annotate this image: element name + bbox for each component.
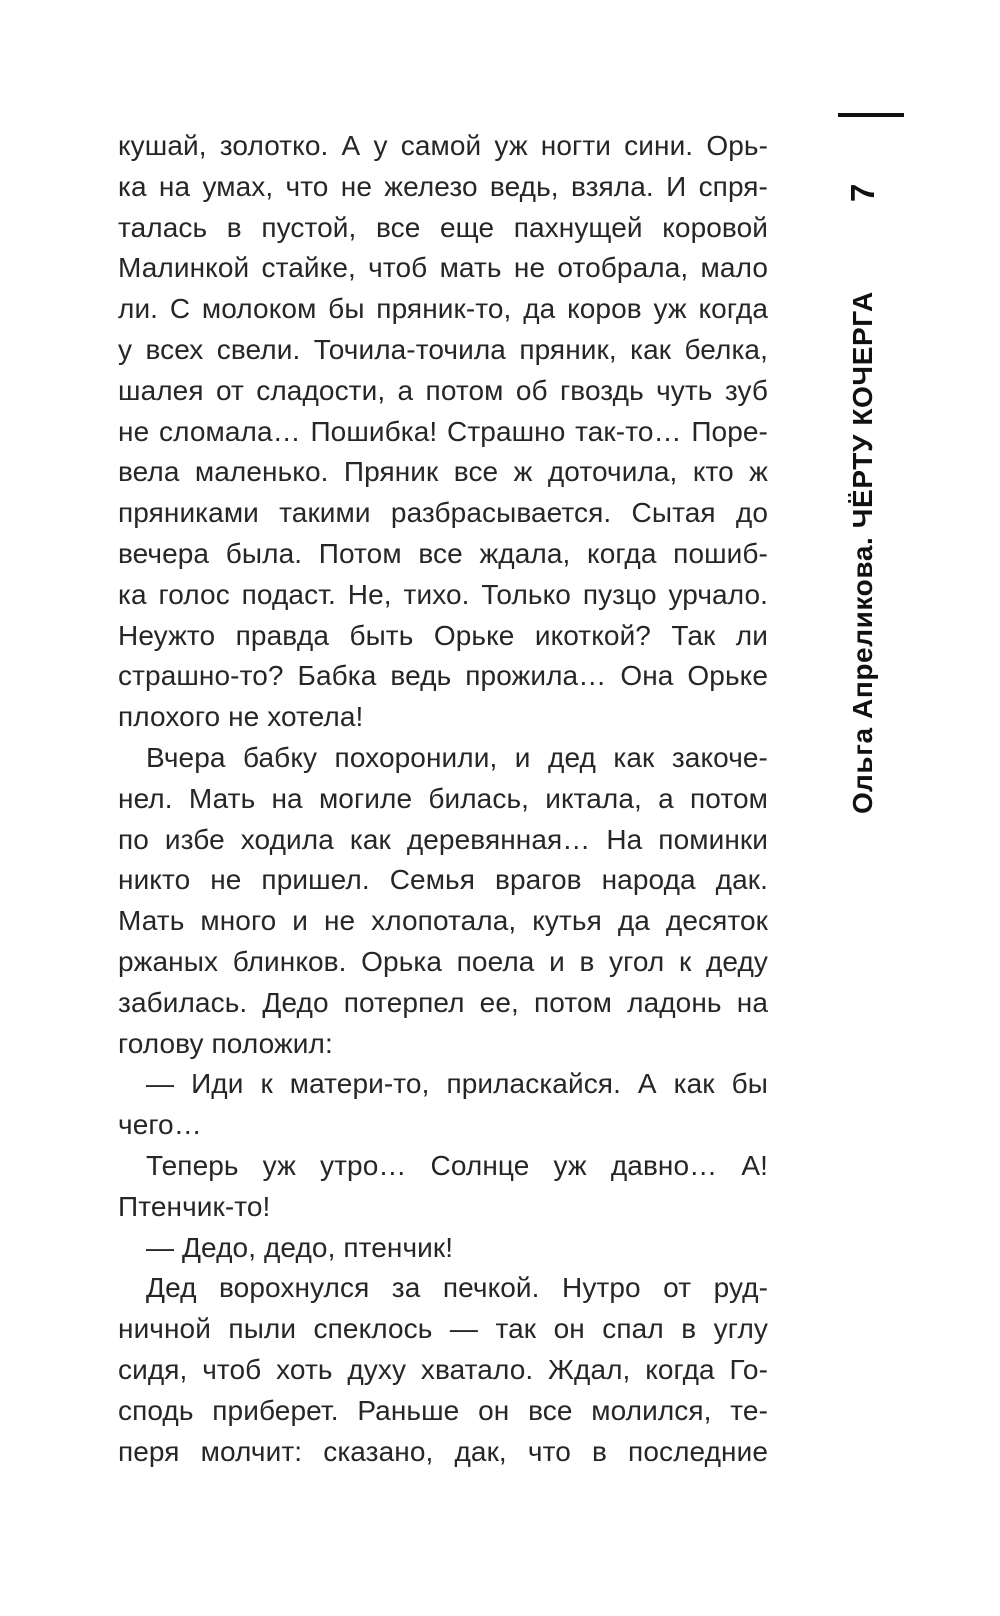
text-line: Птенчик-то! [118,1190,271,1222]
text-line: ржаных блинков. Орька поела и в угол к деду [118,945,768,977]
text-line: вела маленько. Пряник все ж доточила, кто ж [118,456,768,488]
text-line: Неужто правда быть Орьке икоткой? Так ли [118,619,768,651]
paragraph [118,1268,768,1472]
paragraph [118,1228,768,1269]
text-line: кушай, золотко. А у самой уж ногти сини. Орь- [118,130,768,161]
text-line: чего… [118,1109,202,1141]
text-line: Теперь уж утро… Солнце уж давно… А! [146,1149,768,1181]
text-line: — Дедо, дедо, птенчик! [146,1231,454,1263]
text-line: перя молчит: сказано, дак, что в последние [118,1435,768,1467]
paragraph [118,1146,768,1228]
text-line: не сломала… Пошибка! Страшно так-то… Поре- [118,415,768,447]
text-line: шалея от сладости, а потом об гвоздь чуть зуб [118,374,768,406]
text-line: ли. С молоком бы пряник-то, да коров уж когда [118,293,768,325]
text-line: страшно-то? Бабка ведь прожила… Она Орьке [118,660,768,692]
paragraph [118,1064,768,1146]
paragraph [118,126,768,738]
text-line: сподь приберет. Раньше он все молился, те- [118,1394,768,1426]
text-line: талась в пустой, все еще пахнущей коровой [118,211,768,243]
text-line: Малинкой стайке, чтоб мать не отобрала, мало [118,252,768,284]
text-line: ка на умах, что не железо ведь, взяла. И спря- [118,170,768,202]
running-head: Ольга Апреликова. ЧЁРТУ КОЧЕРГА [847,291,878,814]
text-line: плохого не хотела! [118,701,364,733]
header-rule [838,113,904,117]
text-line: нел. Мать на могиле билась, иктала, а потом [118,782,768,814]
text-line: никто не пришел. Семья врагов народа дак. [118,864,768,896]
text-line: ка голос подаст. Не, тихо. Только пузцо урчало. [118,578,768,610]
text-line: Мать много и не хлопотала, кутья да десяток [118,905,768,937]
text-line: пряниками такими разбрасывается. Сытая до [118,497,768,529]
text-line: у всех свели. Точила-точила пряник, как белка, [118,333,768,365]
text-line: вечера была. Потом все ждала, когда пошиб- [118,537,768,569]
text-line: сидя, чтоб хоть духу хватало. Ждал, когда Го- [118,1353,768,1385]
text-line: голову положил: [118,1027,333,1059]
text-line: Вчера бабку похоронили, и дед как закоче- [146,741,768,773]
text-line: забилась. Дедо потерпел ее, потом ладонь на [118,986,768,1018]
paragraph [118,738,768,1064]
page-number: 7 [844,183,881,202]
text-line: Дед ворохнулся за печкой. Нутро от руд- [146,1272,768,1304]
text-block [118,126,768,1472]
text-line: по избе ходила как деревянная… На поминки [118,823,768,855]
text-line: ничной пыли спеклось — так он спал в углу [118,1313,768,1345]
text-line: — Иди к матери-то, приласкайся. А как бы [146,1068,768,1100]
